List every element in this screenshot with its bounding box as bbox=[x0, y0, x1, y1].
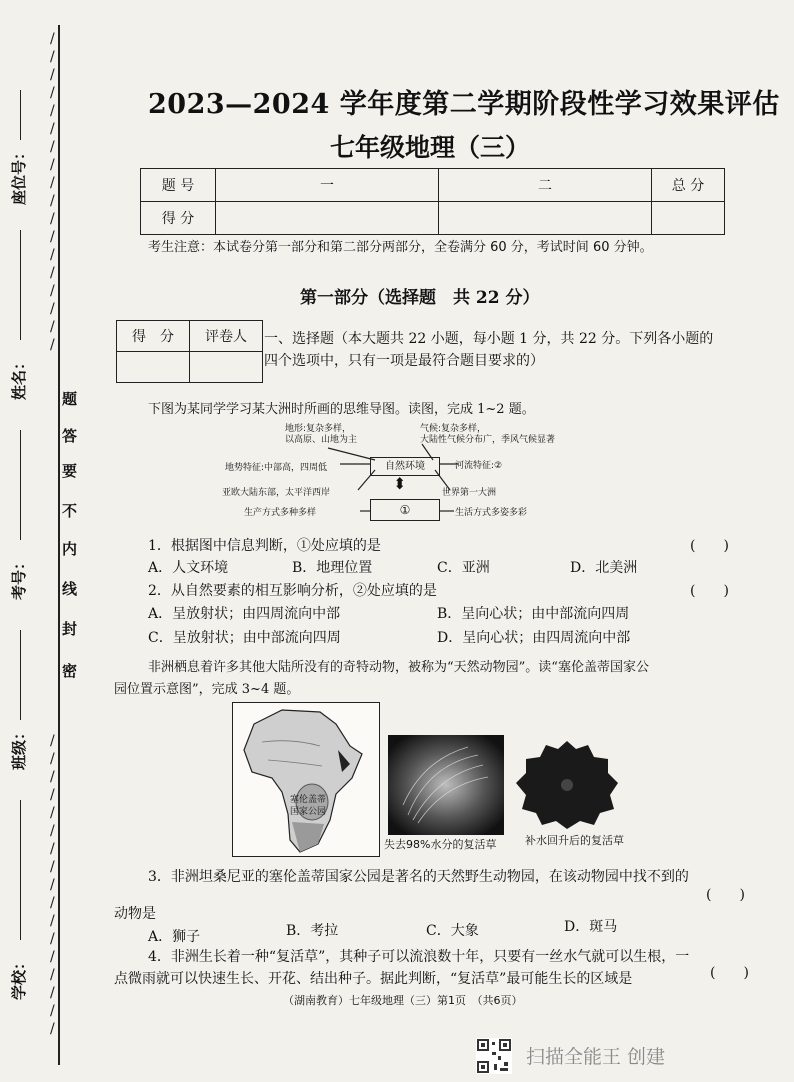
score-row-label: 得 分 bbox=[141, 202, 216, 235]
q1-option-b[interactable]: B．地理位置 bbox=[292, 560, 373, 576]
exam-no-blank[interactable] bbox=[20, 430, 21, 540]
q3-stem-2: 动物是 bbox=[114, 906, 156, 922]
q4-answer-slot[interactable]: ( ) bbox=[710, 965, 749, 981]
q2-option-a[interactable]: A．呈放射状；由四周流向中部 bbox=[148, 606, 341, 622]
score-cell[interactable] bbox=[652, 202, 725, 235]
seal-char: 内 bbox=[62, 540, 78, 558]
q1-option-a[interactable]: A．人文环境 bbox=[148, 560, 229, 576]
binding-slashes: / / / / / / / / / / / / / / / / / / / / / / / / / / / / / / / / / / / bbox=[50, 31, 55, 1037]
q1-stem: 1．根据图中信息判断，①处应填的是 bbox=[148, 538, 381, 554]
q4-stem-2: 点微雨就可以快速生长、开花、结出种子。据此判断，“复活草”最可能生长的区域是 bbox=[114, 971, 633, 987]
revived-plant-photo bbox=[512, 735, 622, 830]
scanner-watermark: 扫描全能王 创建 bbox=[526, 1046, 666, 1068]
q1-option-c[interactable]: C．亚洲 bbox=[437, 560, 490, 576]
q1-answer-slot[interactable]: ( ) bbox=[690, 538, 729, 554]
mindmap-topography: 地势特征:中部高，四周低 bbox=[225, 463, 328, 473]
q3-option-c[interactable]: C．大象 bbox=[426, 923, 479, 939]
seat-label: 座位号： bbox=[10, 144, 28, 205]
name-label: 姓名： bbox=[10, 354, 28, 400]
part-title: 第一部分（选择题 共 22 分） bbox=[300, 288, 540, 308]
seal-char: 密 bbox=[62, 662, 78, 680]
exam-no-label: 考号： bbox=[10, 554, 28, 600]
class-label: 班级： bbox=[10, 724, 28, 770]
section-instructions-2: 四个选项中，只有一项是最符合题目要求的） bbox=[264, 353, 544, 369]
score-cell[interactable] bbox=[439, 202, 652, 235]
q2-option-b[interactable]: B．呈向心状；由中部流向四周 bbox=[437, 606, 630, 622]
q3-stem: 3．非洲坦桑尼亚的塞伦盖蒂国家公园是著名的天然野生动物园，在该动物园中找不到的 bbox=[148, 869, 689, 885]
q3-option-a[interactable]: A．狮子 bbox=[148, 929, 201, 945]
park-label: 塞伦盖蒂 bbox=[290, 795, 327, 805]
grader-cell[interactable] bbox=[190, 352, 263, 383]
africa-intro: 非洲栖息着许多其他大陆所没有的奇特动物，被称为“天然动物园”。读“塞伦盖蒂国家公 bbox=[148, 660, 649, 675]
caption-dried: 失去98%水分的复活草 bbox=[384, 838, 497, 851]
seat-blank[interactable] bbox=[20, 90, 21, 140]
seal-char: 要 bbox=[62, 462, 78, 480]
q2-option-d[interactable]: D．呈向心状；由四周流向中部 bbox=[437, 630, 631, 646]
score-header-cell: 题 号 bbox=[141, 169, 216, 202]
mindmap-lifestyle: 生活方式多姿多彩 bbox=[455, 508, 528, 518]
caption-revived: 补水回升后的复活草 bbox=[525, 834, 624, 847]
section-instructions: 一、选择题（本大题共 22 小题，每小题 1 分，共 22 分。下列各小题的 bbox=[264, 331, 714, 347]
exam-title: 2023—2024 学年度第二学期阶段性学习效果评估 bbox=[148, 89, 780, 120]
mindmap-blank-1: ① bbox=[370, 499, 440, 521]
grader-header: 评卷人 bbox=[190, 321, 263, 352]
q3-answer-slot[interactable]: ( ) bbox=[706, 887, 745, 903]
mindmap-terrain-2: 以高原、山地为主 bbox=[285, 435, 358, 445]
mindmap-intro: 下图为某同学学习某大洲时所画的思维导图。读图，完成 1~2 题。 bbox=[148, 402, 535, 417]
mindmap-natural-env: 自然环境 bbox=[370, 457, 440, 476]
seal-char: 题 bbox=[62, 390, 78, 408]
score-cell[interactable] bbox=[216, 202, 439, 235]
page-footer: （湖南教育）七年级地理（三）第1页 （共6页） bbox=[283, 994, 523, 1007]
africa-intro-2: 园位置示意图”，完成 3~4 题。 bbox=[114, 682, 300, 697]
exam-subtitle: 七年级地理（三） bbox=[330, 133, 531, 162]
mindmap-climate: 气候:复杂多样， bbox=[420, 424, 487, 434]
q1-option-d[interactable]: D．北美洲 bbox=[570, 560, 638, 576]
park-label-2: 国家公园 bbox=[290, 807, 327, 817]
double-arrow-icon: ⬍ bbox=[393, 474, 407, 493]
grader-cell[interactable] bbox=[117, 352, 190, 383]
q2-option-c[interactable]: C．呈放射状；由中部流向四周 bbox=[148, 630, 341, 646]
school-blank[interactable] bbox=[20, 800, 21, 940]
mindmap-largest: 世界第一大洲 bbox=[442, 488, 497, 498]
score-header-cell: 总 分 bbox=[652, 169, 725, 202]
q2-answer-slot[interactable]: ( ) bbox=[690, 583, 729, 599]
dried-plant-photo bbox=[388, 735, 504, 835]
mindmap-river: 河流特征:② bbox=[455, 461, 503, 471]
grader-header: 得 分 bbox=[117, 321, 190, 352]
exam-notice: 考生注意：本试卷分第一部分和第二部分两部分，全卷满分 60 分，考试时间 60 分钟。 bbox=[148, 240, 653, 255]
school-label: 学校： bbox=[10, 954, 28, 1000]
q2-stem: 2．从自然要素的相互影响分析，②处应填的是 bbox=[148, 583, 437, 599]
q3-option-b[interactable]: B．考拉 bbox=[286, 923, 339, 939]
score-header-cell: 一 bbox=[216, 169, 439, 202]
mindmap-location: 亚欧大陆东部，太平洋西岸 bbox=[222, 488, 331, 498]
q3-option-d[interactable]: D．斑马 bbox=[564, 919, 618, 935]
score-table bbox=[140, 168, 725, 235]
name-blank[interactable] bbox=[20, 230, 21, 340]
q4-stem: 4．非洲生长着一种“复活草”，其种子可以流浪数十年，只要有一丝水气就可以生根，一 bbox=[148, 949, 690, 965]
seal-char: 不 bbox=[62, 502, 78, 520]
seal-char: 答 bbox=[62, 427, 78, 445]
class-blank[interactable] bbox=[20, 630, 21, 720]
score-header-cell: 二 bbox=[439, 169, 652, 202]
qr-code-icon bbox=[476, 1038, 512, 1074]
mindmap-terrain: 地形:复杂多样， bbox=[285, 424, 352, 434]
africa-map bbox=[232, 702, 380, 857]
mindmap-climate-2: 大陆性气候分布广，季风气候显著 bbox=[420, 435, 556, 445]
seal-char: 线 bbox=[62, 580, 78, 598]
mindmap-production: 生产方式多种多样 bbox=[244, 508, 317, 518]
grader-table bbox=[116, 320, 263, 383]
seal-char: 封 bbox=[62, 620, 78, 638]
